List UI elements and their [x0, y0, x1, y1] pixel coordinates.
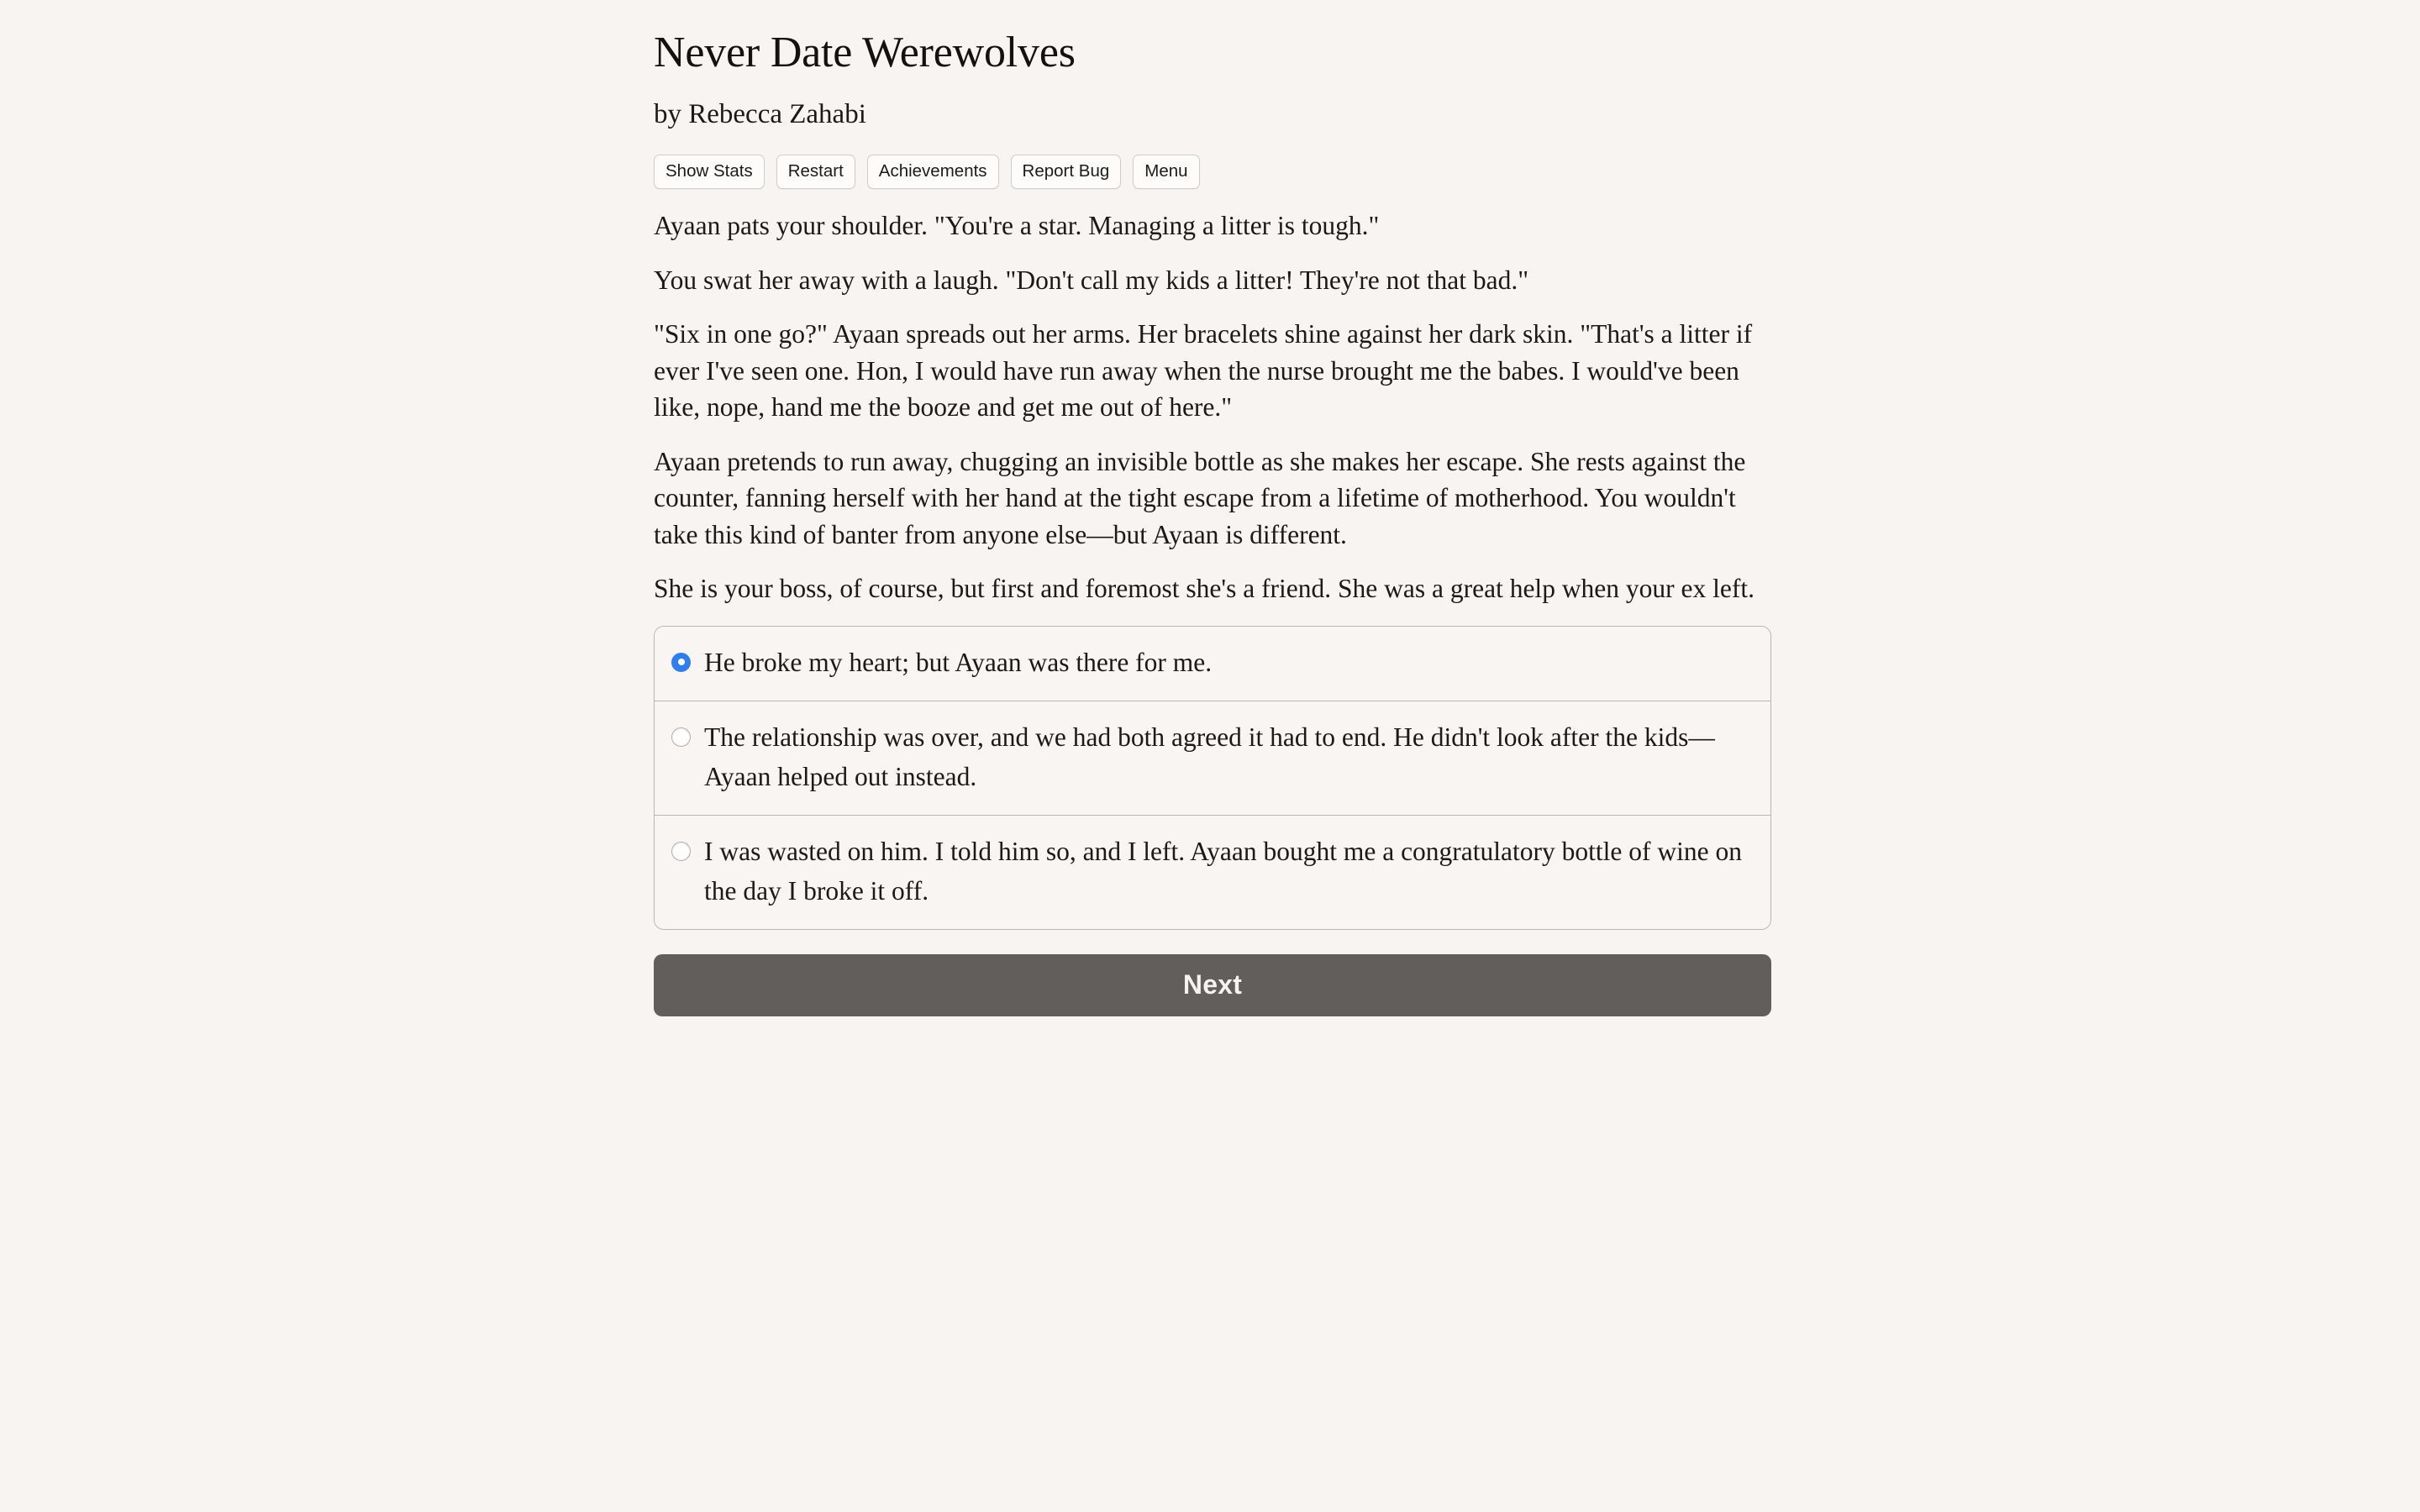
- author-byline: by Rebecca Zahabi: [654, 99, 866, 130]
- menu-button[interactable]: Menu: [1133, 155, 1199, 190]
- radio-button-icon[interactable]: [671, 842, 691, 861]
- restart-button[interactable]: Restart: [776, 155, 855, 190]
- story-paragraph: "Six in one go?" Ayaan spreads out her arms. Her bracelets shine against her dark skin. "That's a litter if ever I've seen one. Hon, I would have run away when the nurse brought me the babes. I would've been like, nope, hand me the booze and get me out of here.": [654, 319, 1753, 423]
- choice-list: [654, 626, 1771, 930]
- radio-button-icon[interactable]: [671, 727, 691, 747]
- content-column: [654, 0, 1771, 1016]
- achievements-button[interactable]: Achievements: [867, 155, 999, 190]
- choice-label: I was wasted on him. I told him so, and I left. Ayaan bought me a congratulatory bottle of wine on the day I broke it off.: [704, 836, 1742, 906]
- radio-button-icon[interactable]: [671, 653, 691, 672]
- choice-option[interactable]: [655, 701, 1770, 816]
- choice-label: He broke my heart; but Ayaan was there for me.: [704, 647, 1213, 677]
- choice-label: The relationship was over, and we had both agreed it had to end. He didn't look after the kids—Ayaan helped out instead.: [704, 722, 1715, 791]
- story-paragraph: Ayaan pretends to run away, chugging an invisible bottle as she makes her escape. She rests against the counter, fanning herself with her hand at the tight escape from a lifetime of motherhood. You wouldn't take this kind of banter from anyone else—but Ayaan is different.: [654, 446, 1746, 549]
- choice-option[interactable]: [655, 816, 1770, 929]
- show-stats-button[interactable]: Show Stats: [654, 155, 765, 190]
- report-bug-button[interactable]: Report Bug: [1011, 155, 1122, 190]
- toolbar: [654, 132, 1771, 190]
- choice-option[interactable]: [655, 627, 1770, 701]
- page-title: Never Date Werewolves: [654, 29, 1076, 76]
- story-paragraph: You swat her away with a laugh. "Don't call my kids a litter! They're not that bad.": [654, 265, 1529, 295]
- story-paragraph: She is your boss, of course, but first and foremost she's a friend. She was a great help when your ex left.: [654, 574, 1754, 604]
- next-button[interactable]: Next: [654, 954, 1771, 1016]
- story-paragraph: Ayaan pats your shoulder. "You're a star. Managing a litter is tough.": [654, 211, 1380, 241]
- story-text: [654, 189, 1771, 607]
